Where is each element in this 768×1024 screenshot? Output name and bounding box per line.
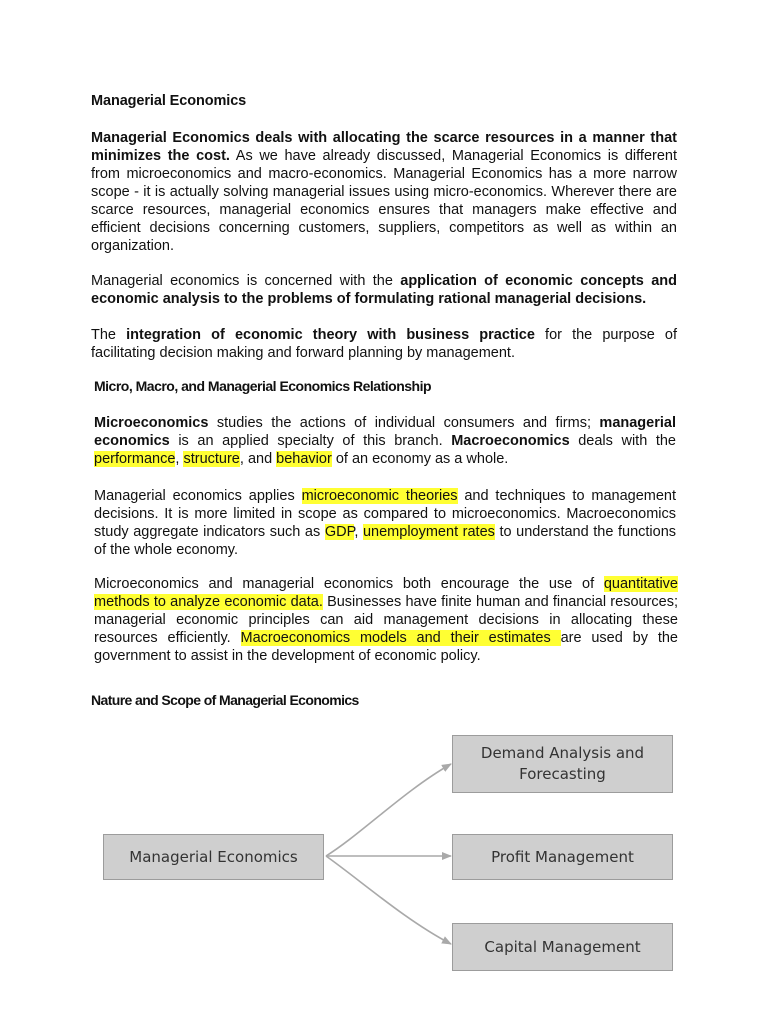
node-label: Demand Analysis and Forecasting (480, 744, 645, 783)
node-label: Managerial Economics (129, 847, 298, 866)
definition-lead: Managerial Economics deals with allocating the scarce resources in a manner that minimizes the cost. (91, 130, 677, 164)
highlight-performance: performance (94, 451, 176, 467)
highlight-unemployment-rates: unemployment rates (362, 524, 495, 540)
arrow-to-capital (326, 856, 451, 944)
text-run: studies the actions of individual consumers and firms; (208, 415, 600, 431)
integration-bold: integration of economic theory with business practice (126, 327, 535, 343)
highlight-gdp: GDP (324, 524, 355, 540)
text-run: is an applied specialty of this branch. (169, 433, 452, 449)
arrow-to-demand (326, 764, 451, 856)
node-label: Capital Management (484, 937, 641, 956)
text-run: deals with the (569, 433, 676, 449)
paragraph-concern (91, 272, 677, 308)
diagram-node-capital-management (452, 923, 673, 971)
highlight-microeconomic-theories: microeconomic theories (301, 488, 458, 504)
highlight-quantitative-methods: quantitative methods to analyze economic data. (94, 576, 678, 610)
paragraph-quantitative (94, 575, 678, 665)
term-managerial-economics: managerial economics (94, 415, 676, 449)
paragraph-applies (94, 487, 676, 559)
diagram-node-demand-analysis (452, 735, 673, 793)
paragraph-definition (91, 129, 677, 255)
paragraph-integration (91, 326, 677, 362)
text-run: and techniques to management decisions. It is more limited in scope as compared to microeconomics. Macroeconomics study aggregate indicators such as (94, 488, 676, 540)
concern-text: Managerial economics is concerned with the (91, 273, 401, 289)
text-run: Businesses have finite human and financial resources; managerial economic principles can aid management decisions in allocating these resources efficiently. (94, 594, 679, 646)
paragraph-micro-macro (94, 414, 676, 468)
definition-text: As we have already discussed, Managerial Economics is different from microeconomics and macro-economics. Managerial Economics has a more narrow scope - it is actually solving managerial issues using micro-economics. Wherever there are scarce resources, managerial economics ensures that managers make effective and efficient decisions concerning customers, suppliers, competitors as well as within an organization. (91, 148, 677, 254)
integration-text-b: for the purpose of facilitating decision making and forward planning by management. (91, 327, 677, 361)
text-run: of an economy as a whole. (331, 451, 509, 467)
concern-bold: application of economic concepts and economic analysis to the problems of formulating rational managerial decisions. (91, 273, 677, 307)
term-macroeconomics: Macroeconomics (451, 433, 570, 449)
integration-text-a: The (91, 327, 127, 343)
section-heading-nature-scope: Nature and Scope of Managerial Economics (91, 692, 359, 708)
text-run: , (175, 451, 184, 467)
highlight-behavior: behavior (276, 451, 332, 467)
text-run: to understand the functions of the whole economy. (94, 524, 677, 558)
text-run: Managerial economics applies (94, 488, 302, 504)
diagram-node-profit-management (452, 834, 673, 880)
document-title: Managerial Economics (91, 93, 247, 109)
diagram-node-managerial-economics (103, 834, 324, 880)
node-label: Profit Management (491, 847, 634, 866)
text-run: , and (239, 451, 277, 467)
highlight-macro-models: Macroeconomics models and their estimates (240, 630, 561, 646)
section-heading-relationship: Micro, Macro, and Managerial Economics Relationship (94, 378, 432, 394)
highlight-structure: structure (183, 451, 240, 467)
term-microeconomics: Microeconomics (94, 415, 209, 431)
text-run: , (354, 524, 363, 540)
text-run: Microeconomics and managerial economics both encourage the use of (94, 576, 604, 592)
text-run: are used by the government to assist in the development of economic policy. (94, 630, 678, 664)
